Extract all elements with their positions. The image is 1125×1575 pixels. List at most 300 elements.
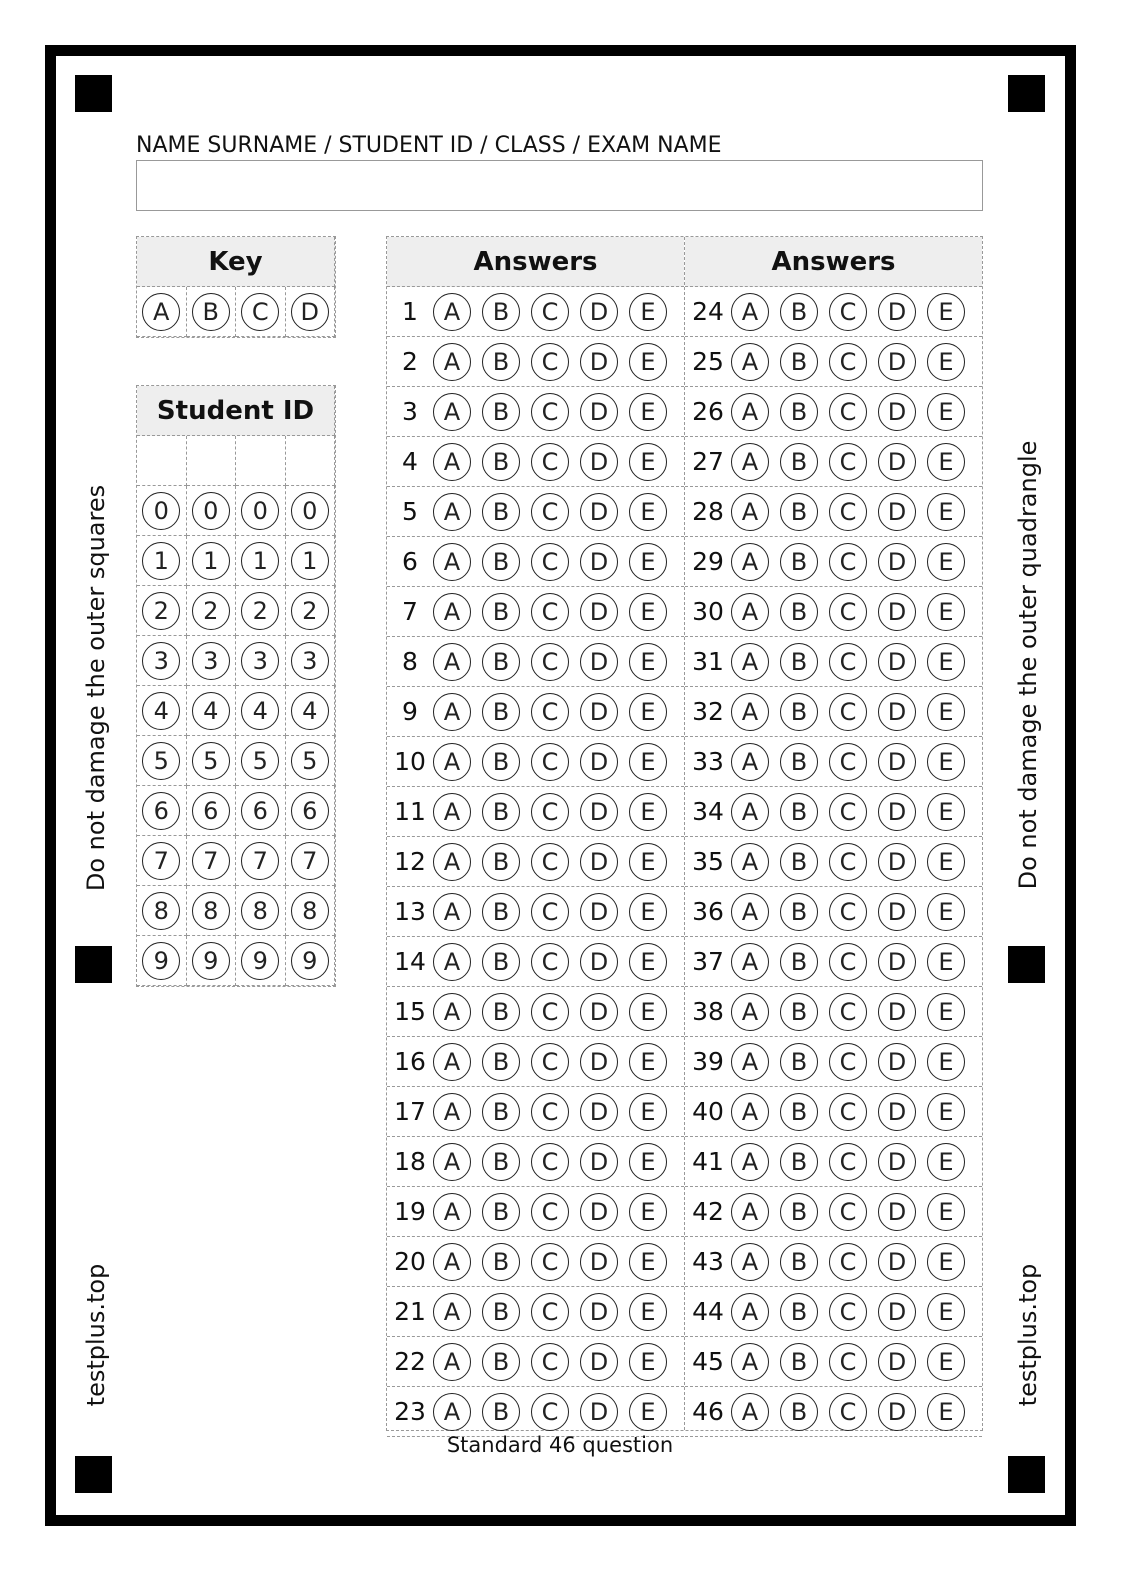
- answer-bubble-b[interactable]: B: [482, 293, 520, 331]
- question-row: [387, 1037, 684, 1087]
- answer-bubble-d[interactable]: D: [878, 1143, 916, 1181]
- answer-bubble-b[interactable]: B: [482, 1043, 520, 1081]
- answer-bubble-c[interactable]: C: [829, 1093, 867, 1131]
- answer-bubble-c[interactable]: C: [531, 893, 569, 931]
- answer-bubble-b[interactable]: B: [482, 793, 520, 831]
- answer-bubble-a[interactable]: A: [433, 293, 471, 331]
- question-row: [685, 337, 982, 387]
- answer-bubble-e[interactable]: E: [927, 893, 965, 931]
- answer-bubble-b[interactable]: B: [482, 993, 520, 1031]
- answer-bubble-c[interactable]: C: [829, 1193, 867, 1231]
- answer-bubble-c[interactable]: C: [829, 843, 867, 881]
- answer-bubble-d[interactable]: D: [878, 1093, 916, 1131]
- question-number: 24: [692, 297, 724, 326]
- answer-bubble-c[interactable]: C: [531, 343, 569, 381]
- answer-bubble-b[interactable]: B: [780, 493, 818, 531]
- answer-bubble-e[interactable]: E: [927, 943, 965, 981]
- answer-bubble-b[interactable]: B: [780, 1293, 818, 1331]
- answer-bubble-e[interactable]: E: [927, 743, 965, 781]
- answer-bubble-a[interactable]: A: [433, 1043, 471, 1081]
- answer-bubble-a[interactable]: A: [433, 893, 471, 931]
- answer-bubble-d[interactable]: D: [580, 443, 618, 481]
- answer-bubble-a[interactable]: A: [731, 1343, 769, 1381]
- answer-bubble-c[interactable]: C: [531, 643, 569, 681]
- student-id-cell: [187, 786, 237, 836]
- student-id-bubble-2[interactable]: 2: [241, 592, 279, 630]
- answer-bubble-e[interactable]: E: [629, 1343, 667, 1381]
- answer-bubble-b[interactable]: B: [780, 543, 818, 581]
- answer-bubble-c[interactable]: C: [829, 593, 867, 631]
- answer-bubble-b[interactable]: B: [482, 1293, 520, 1331]
- student-id-bubble-8[interactable]: 8: [142, 892, 180, 930]
- key-bubble-d[interactable]: D: [291, 293, 329, 331]
- student-id-bubble-1[interactable]: 1: [241, 542, 279, 580]
- student-id-bubble-4[interactable]: 4: [241, 692, 279, 730]
- answer-bubble-e[interactable]: E: [629, 943, 667, 981]
- answer-bubble-c[interactable]: C: [531, 493, 569, 531]
- student-id-bubble-7[interactable]: 7: [142, 842, 180, 880]
- student-id-cell: [286, 486, 336, 536]
- student-id-bubble-2[interactable]: 2: [142, 592, 180, 630]
- answer-bubble-d[interactable]: D: [878, 793, 916, 831]
- answer-bubble-d[interactable]: D: [878, 1193, 916, 1231]
- answer-bubble-c[interactable]: C: [531, 993, 569, 1031]
- answer-bubble-c[interactable]: C: [531, 743, 569, 781]
- answer-bubble-d[interactable]: D: [580, 693, 618, 731]
- student-id-bubble-2[interactable]: 2: [291, 592, 329, 630]
- answer-bubble-d[interactable]: D: [580, 993, 618, 1031]
- answer-bubble-e[interactable]: E: [927, 843, 965, 881]
- answer-bubble-c[interactable]: C: [531, 543, 569, 581]
- answer-bubble-c[interactable]: C: [531, 793, 569, 831]
- answer-bubble-d[interactable]: D: [878, 843, 916, 881]
- answer-bubble-e[interactable]: E: [629, 1243, 667, 1281]
- student-id-bubble-7[interactable]: 7: [192, 842, 230, 880]
- answer-bubble-d[interactable]: D: [878, 1293, 916, 1331]
- student-id-write-box[interactable]: [187, 436, 237, 486]
- answer-bubble-a[interactable]: A: [433, 943, 471, 981]
- answer-bubble-e[interactable]: E: [927, 643, 965, 681]
- answer-bubble-c[interactable]: C: [531, 393, 569, 431]
- answer-bubble-e[interactable]: E: [927, 1043, 965, 1081]
- student-id-cell: [236, 636, 286, 686]
- question-number: 37: [692, 947, 724, 976]
- answer-bubble-a[interactable]: A: [731, 1043, 769, 1081]
- student-id-bubble-3[interactable]: 3: [241, 642, 279, 680]
- answer-bubble-b[interactable]: B: [780, 1143, 818, 1181]
- answer-bubble-d[interactable]: D: [878, 643, 916, 681]
- answer-bubble-d[interactable]: D: [580, 943, 618, 981]
- answer-bubble-c[interactable]: C: [829, 943, 867, 981]
- answer-bubble-b[interactable]: B: [482, 1243, 520, 1281]
- answer-bubble-a[interactable]: A: [433, 1293, 471, 1331]
- answer-bubble-a[interactable]: A: [731, 1143, 769, 1181]
- student-id-bubble-5[interactable]: 5: [241, 742, 279, 780]
- answer-bubble-b[interactable]: B: [780, 693, 818, 731]
- answer-bubble-c[interactable]: C: [829, 1343, 867, 1381]
- answer-bubble-b[interactable]: B: [482, 843, 520, 881]
- answer-bubble-b[interactable]: B: [780, 993, 818, 1031]
- answer-bubble-a[interactable]: A: [433, 743, 471, 781]
- answer-bubble-e[interactable]: E: [629, 993, 667, 1031]
- answer-bubble-a[interactable]: A: [731, 343, 769, 381]
- answer-bubble-c[interactable]: C: [829, 793, 867, 831]
- answer-bubble-b[interactable]: B: [482, 343, 520, 381]
- answer-bubble-d[interactable]: D: [580, 493, 618, 531]
- answer-bubble-b[interactable]: B: [482, 1143, 520, 1181]
- answer-bubble-b[interactable]: B: [482, 593, 520, 631]
- answer-bubble-c[interactable]: C: [829, 993, 867, 1031]
- answer-bubble-d[interactable]: D: [580, 1293, 618, 1331]
- student-id-bubble-0[interactable]: 0: [192, 492, 230, 530]
- answer-bubble-d[interactable]: D: [580, 1243, 618, 1281]
- answer-bubble-d[interactable]: D: [580, 393, 618, 431]
- question-number: 36: [692, 897, 724, 926]
- answer-bubble-a[interactable]: A: [731, 893, 769, 931]
- answer-bubble-d[interactable]: D: [878, 893, 916, 931]
- answer-bubble-b[interactable]: B: [780, 1043, 818, 1081]
- answer-bubble-b[interactable]: B: [780, 443, 818, 481]
- answer-bubble-a[interactable]: A: [731, 593, 769, 631]
- student-id-bubble-6[interactable]: 6: [142, 792, 180, 830]
- answer-bubble-d[interactable]: D: [878, 393, 916, 431]
- question-number: 12: [394, 847, 426, 876]
- answer-bubble-e[interactable]: E: [629, 743, 667, 781]
- answer-bubble-e[interactable]: E: [629, 443, 667, 481]
- answer-bubble-e[interactable]: E: [629, 793, 667, 831]
- answer-bubble-d[interactable]: D: [878, 693, 916, 731]
- answer-bubble-d[interactable]: D: [580, 1093, 618, 1131]
- answer-bubble-d[interactable]: D: [580, 593, 618, 631]
- answer-bubble-a[interactable]: A: [433, 693, 471, 731]
- student-id-bubble-6[interactable]: 6: [192, 792, 230, 830]
- answer-bubble-e[interactable]: E: [927, 1243, 965, 1281]
- student-id-bubble-9[interactable]: 9: [291, 942, 329, 980]
- answer-bubble-e[interactable]: E: [927, 443, 965, 481]
- answer-bubble-d[interactable]: D: [878, 1243, 916, 1281]
- answer-bubble-d[interactable]: D: [878, 593, 916, 631]
- student-id-write-box[interactable]: [137, 436, 187, 486]
- student-id-bubble-8[interactable]: 8: [192, 892, 230, 930]
- answer-bubble-b[interactable]: B: [780, 843, 818, 881]
- answer-bubble-b[interactable]: B: [482, 493, 520, 531]
- answer-bubble-d[interactable]: D: [580, 893, 618, 931]
- question-number: 16: [394, 1047, 426, 1076]
- answer-bubble-e[interactable]: E: [629, 1093, 667, 1131]
- answer-bubble-a[interactable]: A: [731, 393, 769, 431]
- answer-bubble-d[interactable]: D: [878, 1343, 916, 1381]
- answer-bubble-d[interactable]: D: [878, 293, 916, 331]
- answer-bubble-a[interactable]: A: [731, 543, 769, 581]
- answer-bubble-e[interactable]: E: [927, 693, 965, 731]
- question-number: 19: [394, 1197, 426, 1226]
- answer-bubble-e[interactable]: E: [629, 543, 667, 581]
- answer-bubble-b[interactable]: B: [780, 743, 818, 781]
- answer-bubble-c[interactable]: C: [829, 343, 867, 381]
- answer-bubble-e[interactable]: E: [927, 1143, 965, 1181]
- answer-bubble-e[interactable]: E: [629, 1193, 667, 1231]
- answer-bubble-b[interactable]: B: [482, 643, 520, 681]
- question-number: 8: [402, 647, 418, 676]
- answer-bubble-b[interactable]: B: [780, 293, 818, 331]
- answer-bubble-d[interactable]: D: [878, 743, 916, 781]
- answer-bubble-a[interactable]: A: [433, 443, 471, 481]
- answer-bubble-e[interactable]: E: [927, 1193, 965, 1231]
- answer-bubble-c[interactable]: C: [829, 543, 867, 581]
- answer-bubble-c[interactable]: C: [829, 1143, 867, 1181]
- answer-bubble-b[interactable]: B: [482, 1193, 520, 1231]
- student-id-bubble-7[interactable]: 7: [291, 842, 329, 880]
- answer-bubble-c[interactable]: C: [531, 843, 569, 881]
- student-id-bubble-1[interactable]: 1: [142, 542, 180, 580]
- answer-bubble-a[interactable]: A: [731, 293, 769, 331]
- answer-bubble-e[interactable]: E: [927, 593, 965, 631]
- student-id-bubble-2[interactable]: 2: [192, 592, 230, 630]
- answer-bubble-c[interactable]: C: [531, 443, 569, 481]
- student-id-write-box[interactable]: [236, 436, 286, 486]
- answer-bubble-c[interactable]: C: [531, 1193, 569, 1231]
- answer-bubble-c[interactable]: C: [829, 393, 867, 431]
- answer-bubble-e[interactable]: E: [629, 643, 667, 681]
- answer-bubble-e[interactable]: E: [927, 1293, 965, 1331]
- student-id-bubble-1[interactable]: 1: [192, 542, 230, 580]
- answer-bubble-a[interactable]: A: [731, 643, 769, 681]
- answer-bubble-d[interactable]: D: [580, 793, 618, 831]
- answer-bubble-c[interactable]: C: [829, 493, 867, 531]
- answer-bubble-e[interactable]: E: [629, 1393, 667, 1431]
- answer-bubble-b[interactable]: B: [482, 893, 520, 931]
- key-bubble-b[interactable]: B: [192, 293, 230, 331]
- answer-bubble-c[interactable]: C: [829, 693, 867, 731]
- answer-bubble-d[interactable]: D: [580, 1143, 618, 1181]
- answer-bubble-c[interactable]: C: [829, 1043, 867, 1081]
- answer-bubble-e[interactable]: E: [927, 543, 965, 581]
- answer-bubble-e[interactable]: E: [927, 343, 965, 381]
- answer-bubble-a[interactable]: A: [433, 1393, 471, 1431]
- answer-bubble-c[interactable]: C: [829, 1293, 867, 1331]
- answer-bubble-d[interactable]: D: [580, 643, 618, 681]
- student-id-bubble-5[interactable]: 5: [291, 742, 329, 780]
- answer-bubble-c[interactable]: C: [531, 293, 569, 331]
- answer-bubble-e[interactable]: E: [629, 343, 667, 381]
- answer-bubble-a[interactable]: A: [731, 793, 769, 831]
- answer-bubble-e[interactable]: E: [629, 1143, 667, 1181]
- answer-bubble-a[interactable]: A: [433, 1143, 471, 1181]
- student-id-cell: [187, 936, 237, 986]
- name-field[interactable]: [136, 160, 983, 211]
- student-id-bubble-5[interactable]: 5: [142, 742, 180, 780]
- student-id-bubble-4[interactable]: 4: [291, 692, 329, 730]
- student-id-cell: [286, 786, 336, 836]
- answer-bubble-e[interactable]: E: [629, 493, 667, 531]
- key-cell: [286, 287, 336, 337]
- answer-bubble-e[interactable]: E: [927, 493, 965, 531]
- student-id-bubble-6[interactable]: 6: [291, 792, 329, 830]
- student-id-bubble-9[interactable]: 9: [142, 942, 180, 980]
- answer-bubble-a[interactable]: A: [731, 943, 769, 981]
- answer-bubble-c[interactable]: C: [829, 893, 867, 931]
- answer-bubble-a[interactable]: A: [433, 993, 471, 1031]
- answer-bubble-d[interactable]: D: [580, 293, 618, 331]
- answer-bubble-c[interactable]: C: [531, 1243, 569, 1281]
- answer-bubble-a[interactable]: A: [433, 1093, 471, 1131]
- answer-bubble-a[interactable]: A: [731, 493, 769, 531]
- question-row: [685, 837, 982, 887]
- answer-bubble-c[interactable]: C: [531, 1043, 569, 1081]
- answer-bubble-d[interactable]: D: [580, 1043, 618, 1081]
- answer-bubble-e[interactable]: E: [927, 293, 965, 331]
- student-id-bubble-8[interactable]: 8: [291, 892, 329, 930]
- answer-bubble-e[interactable]: E: [629, 1293, 667, 1331]
- student-id-bubble-5[interactable]: 5: [192, 742, 230, 780]
- answer-bubble-a[interactable]: A: [433, 343, 471, 381]
- answer-bubble-d[interactable]: D: [580, 743, 618, 781]
- answer-bubble-c[interactable]: C: [829, 643, 867, 681]
- answer-bubble-e[interactable]: E: [629, 893, 667, 931]
- student-id-bubble-1[interactable]: 1: [291, 542, 329, 580]
- answer-bubble-d[interactable]: D: [580, 843, 618, 881]
- answer-bubble-e[interactable]: E: [629, 393, 667, 431]
- answer-bubble-a[interactable]: A: [731, 693, 769, 731]
- answer-bubble-b[interactable]: B: [482, 943, 520, 981]
- answer-bubble-b[interactable]: B: [482, 1393, 520, 1431]
- answer-bubble-a[interactable]: A: [731, 843, 769, 881]
- student-id-bubble-3[interactable]: 3: [142, 642, 180, 680]
- answer-bubble-d[interactable]: D: [878, 343, 916, 381]
- answer-bubble-d[interactable]: D: [580, 1343, 618, 1381]
- student-id-bubble-8[interactable]: 8: [241, 892, 279, 930]
- key-bubble-a[interactable]: A: [142, 293, 180, 331]
- answer-bubble-e[interactable]: E: [927, 1393, 965, 1431]
- answer-bubble-a[interactable]: A: [731, 1193, 769, 1231]
- answer-bubble-b[interactable]: B: [482, 393, 520, 431]
- answer-bubble-c[interactable]: C: [531, 1393, 569, 1431]
- student-id-bubble-3[interactable]: 3: [291, 642, 329, 680]
- student-id-bubble-0[interactable]: 0: [142, 492, 180, 530]
- answer-bubble-c[interactable]: C: [531, 1293, 569, 1331]
- answer-bubble-d[interactable]: D: [878, 993, 916, 1031]
- answer-bubble-d[interactable]: D: [580, 1193, 618, 1231]
- answer-bubble-b[interactable]: B: [482, 1093, 520, 1131]
- answer-bubble-c[interactable]: C: [531, 1093, 569, 1131]
- answer-bubble-b[interactable]: B: [780, 393, 818, 431]
- answer-bubble-e[interactable]: E: [927, 1343, 965, 1381]
- student-id-bubble-9[interactable]: 9: [241, 942, 279, 980]
- answers-title-left: Answers: [387, 237, 684, 287]
- answer-bubble-e[interactable]: E: [629, 1043, 667, 1081]
- answer-bubble-d[interactable]: D: [580, 543, 618, 581]
- answer-bubble-a[interactable]: A: [433, 1243, 471, 1281]
- student-id-bubble-7[interactable]: 7: [241, 842, 279, 880]
- answer-bubble-a[interactable]: A: [433, 643, 471, 681]
- answer-bubble-b[interactable]: B: [482, 543, 520, 581]
- answer-bubble-b[interactable]: B: [780, 1093, 818, 1131]
- answer-bubble-c[interactable]: C: [531, 1143, 569, 1181]
- student-id-bubble-3[interactable]: 3: [192, 642, 230, 680]
- student-id-cell: [236, 736, 286, 786]
- answer-bubble-b[interactable]: B: [482, 693, 520, 731]
- answer-bubble-c[interactable]: C: [531, 693, 569, 731]
- student-id-bubble-0[interactable]: 0: [241, 492, 279, 530]
- answer-bubble-a[interactable]: A: [731, 443, 769, 481]
- answer-bubble-d[interactable]: D: [878, 443, 916, 481]
- student-id-write-box[interactable]: [286, 436, 336, 486]
- side-warning-left: Do not damage the outer squares: [82, 484, 110, 892]
- answer-bubble-b[interactable]: B: [780, 1343, 818, 1381]
- answer-bubble-d[interactable]: D: [878, 943, 916, 981]
- answer-bubble-a[interactable]: A: [433, 1193, 471, 1231]
- answer-bubble-b[interactable]: B: [780, 1393, 818, 1431]
- answer-bubble-c[interactable]: C: [531, 593, 569, 631]
- answer-bubble-b[interactable]: B: [780, 943, 818, 981]
- answer-bubble-b[interactable]: B: [780, 343, 818, 381]
- answer-bubble-a[interactable]: A: [731, 1093, 769, 1131]
- answer-bubble-d[interactable]: D: [878, 543, 916, 581]
- answer-bubble-a[interactable]: A: [433, 593, 471, 631]
- answer-bubble-a[interactable]: A: [731, 1293, 769, 1331]
- answer-bubble-c[interactable]: C: [829, 443, 867, 481]
- answer-bubble-e[interactable]: E: [927, 393, 965, 431]
- answer-bubble-d[interactable]: D: [580, 343, 618, 381]
- answer-bubble-a[interactable]: A: [433, 793, 471, 831]
- answer-bubble-b[interactable]: B: [482, 1343, 520, 1381]
- student-id-cell: [286, 636, 336, 686]
- key-bubble-c[interactable]: C: [241, 293, 279, 331]
- student-id-bubble-0[interactable]: 0: [291, 492, 329, 530]
- answer-bubble-b[interactable]: B: [780, 1193, 818, 1231]
- answer-bubble-b[interactable]: B: [482, 743, 520, 781]
- answer-bubble-b[interactable]: B: [482, 443, 520, 481]
- answer-bubble-a[interactable]: A: [731, 743, 769, 781]
- answer-bubble-c[interactable]: C: [829, 1243, 867, 1281]
- answer-bubble-e[interactable]: E: [629, 843, 667, 881]
- answer-bubble-d[interactable]: D: [878, 1393, 916, 1431]
- answer-bubble-c[interactable]: C: [829, 743, 867, 781]
- student-id-bubble-9[interactable]: 9: [192, 942, 230, 980]
- answer-bubble-a[interactable]: A: [433, 393, 471, 431]
- answer-bubble-d[interactable]: D: [878, 1043, 916, 1081]
- answer-bubble-e[interactable]: E: [927, 993, 965, 1031]
- answer-bubble-b[interactable]: B: [780, 1243, 818, 1281]
- answer-bubble-a[interactable]: A: [433, 493, 471, 531]
- answer-bubble-a[interactable]: A: [731, 993, 769, 1031]
- answer-bubble-e[interactable]: E: [927, 793, 965, 831]
- answer-bubble-e[interactable]: E: [629, 593, 667, 631]
- student-id-bubble-6[interactable]: 6: [241, 792, 279, 830]
- answer-bubble-a[interactable]: A: [433, 1343, 471, 1381]
- answer-bubble-c[interactable]: C: [531, 1343, 569, 1381]
- question-number: 11: [394, 797, 426, 826]
- answer-bubble-a[interactable]: A: [433, 543, 471, 581]
- answer-bubble-b[interactable]: B: [780, 893, 818, 931]
- student-id-bubble-4[interactable]: 4: [142, 692, 180, 730]
- answer-bubble-a[interactable]: A: [433, 843, 471, 881]
- answer-bubble-a[interactable]: A: [731, 1243, 769, 1281]
- answer-bubble-e[interactable]: E: [629, 693, 667, 731]
- student-id-bubble-4[interactable]: 4: [192, 692, 230, 730]
- answer-bubble-b[interactable]: B: [780, 793, 818, 831]
- answer-bubble-a[interactable]: A: [731, 1393, 769, 1431]
- answer-bubble-c[interactable]: C: [829, 293, 867, 331]
- answer-bubble-c[interactable]: C: [829, 1393, 867, 1431]
- answer-bubble-d[interactable]: D: [878, 493, 916, 531]
- answer-bubble-c[interactable]: C: [531, 943, 569, 981]
- answer-bubble-d[interactable]: D: [580, 1393, 618, 1431]
- answer-bubble-b[interactable]: B: [780, 643, 818, 681]
- answer-bubble-b[interactable]: B: [780, 593, 818, 631]
- answer-bubble-e[interactable]: E: [927, 1093, 965, 1131]
- answer-bubble-e[interactable]: E: [629, 293, 667, 331]
